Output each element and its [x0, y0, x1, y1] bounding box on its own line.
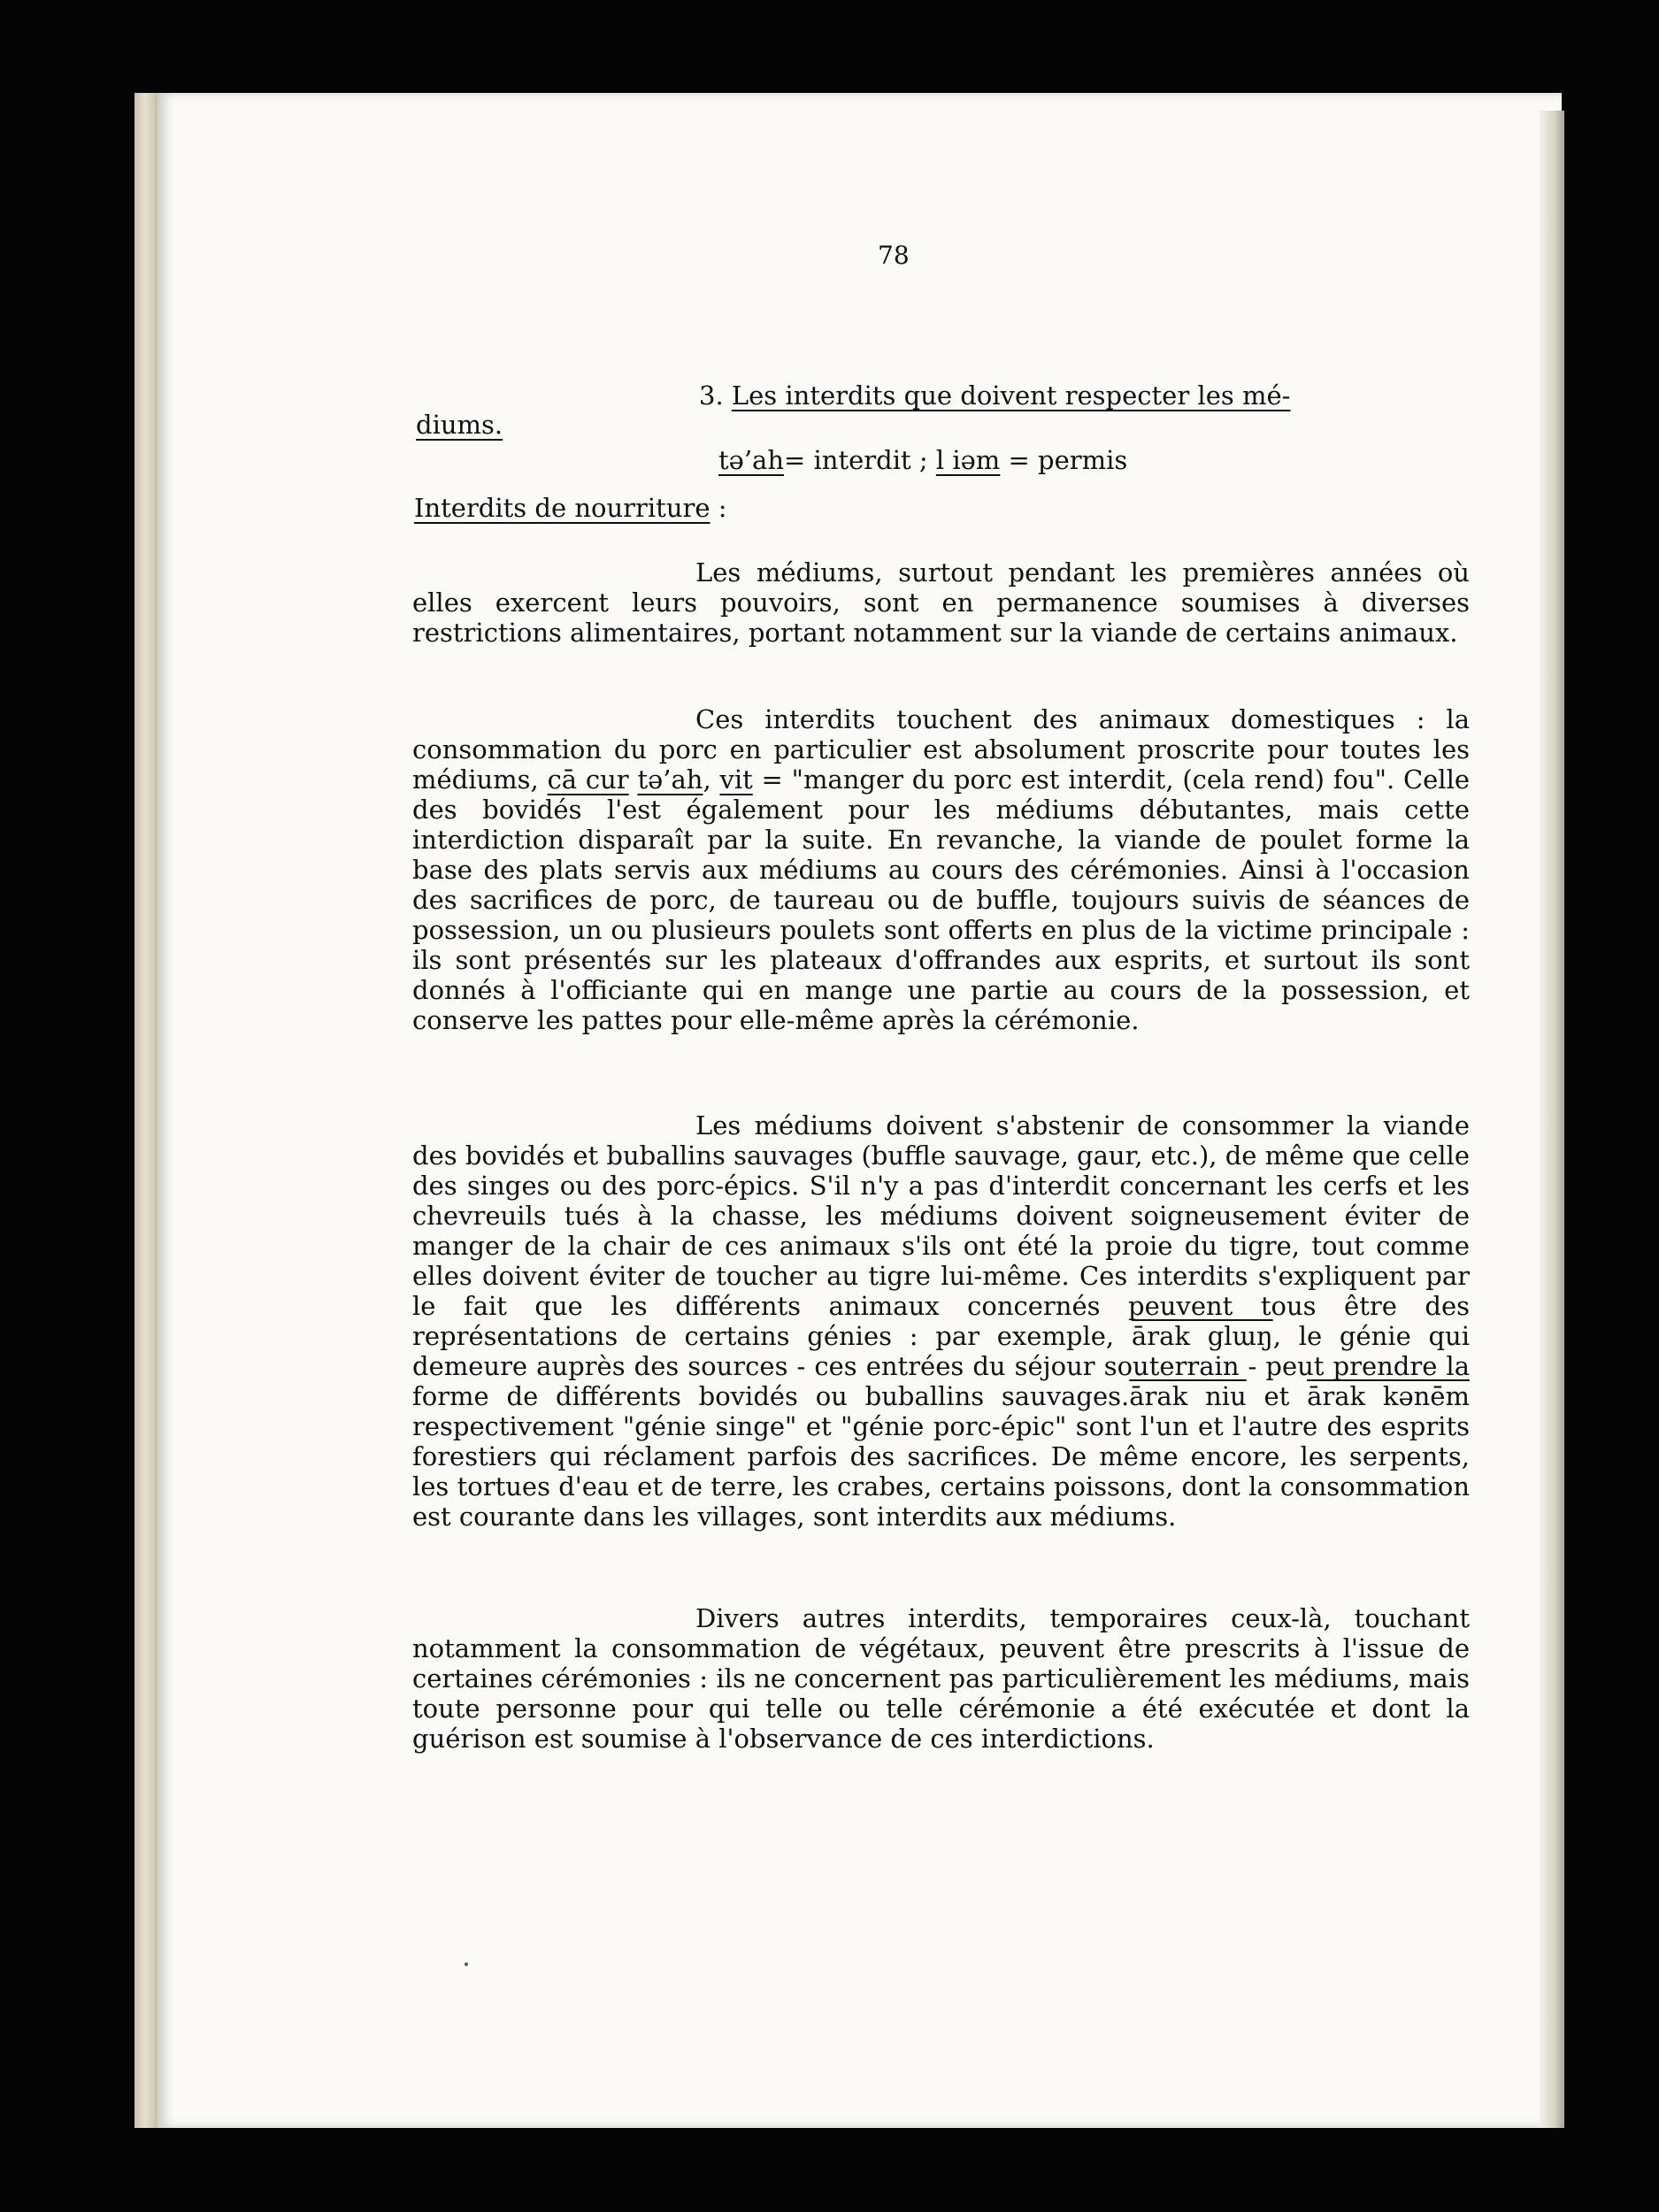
- paragraph-2-text-a: Ces interdits touchent des animaux domestiques : la consommation du porc en particulier est absolument proscrite pour toutes les médiums,: [412, 704, 1470, 795]
- section-heading-line1: [699, 380, 1290, 411]
- term-tah: tə’ah: [637, 764, 703, 795]
- paragraph-4: Divers autres interdits, temporaires ceux-là, touchant notamment la consommation de végétaux, peuvent être prescrits à l'issue de certaines cérémonies : ils ne concernent pas particulièrement les médiums, mais toute personne pour qui telle ou telle cérémonie a été exécutée et dont la guérison est soumise à l'observance de ces interdictions.: [412, 1603, 1470, 1754]
- paragraph-2-text-b: = "manger du porc est interdit, (cela rend) fou". Celle des bovidés l'est également pour les médiums débutantes, mais cette interdiction disparaît par la suite. En revanche, la viande de poulet forme la base des plats servis aux médiums au cours des cérémonies. Ainsi à l'occasion des sacrifices de porc, de taureau ou de buffle, toujours suivis de séances de possession, un ou plusieurs poulets sont offerts en plus de la victime principale : ils sont présentés sur les plateaux d'offrandes aux esprits, et surtout ils sont donnés à l'officiante qui en mange une partie au cours de la possession, et conserve les pattes pour elle-même après la cérémonie.: [412, 764, 1471, 1035]
- term-arak-kenem: ārak kənēm: [1307, 1381, 1470, 1411]
- subheading: [414, 493, 727, 523]
- paragraph-2: Ces interdits touchent des animaux domestiques : la consommation du porc en particulier est absolument proscrite pour toutes les médiums, cā cur tə’ah, vit = "manger du porc est interdit, (cela rend) fou". Celle des bovidés l'est également pour les médiums débutantes, mais cette interdiction disparaît par la suite. En revanche, la viande de poulet forme la base des plats servis aux médiums au cours des cérémonies. Ainsi à l'occasion des sacrifices de porc, de taureau ou de buffle, toujours suivis de séances de possession, un ou plusieurs poulets sont offerts en plus de la victime principale : ils sont présentés sur les plateaux d'offrandes aux esprits, et surtout ils sont donnés à l'officiante qui en mange une partie au cours de la possession, et conserve les pattes pour elle-même après la cérémonie.: [412, 704, 1471, 1035]
- paragraph-3-text-b: , le génie qui demeure auprès des sources - ces entrées du séjour souterrain - peut prendre la forme de différents bovidés ou buballins sauvages.: [412, 1321, 1471, 1411]
- term-vit: vit: [719, 764, 753, 795]
- page-gutter-shadow: [1540, 111, 1564, 2128]
- section-number: 3.: [699, 380, 724, 411]
- section-title-line2: diums.: [416, 410, 503, 440]
- terms-line: [718, 445, 1127, 475]
- paragraph-3: Les médiums doivent s'abstenir de consommer la viande des bovidés et buballins sauvages (buffle sauvage, gaur, etc.), de même que celle des singes ou des porc-épics. S'il n'y a pas d'interdit concernant les cerfs et les chevreuils tués à la chasse, les médiums doivent soigneusement éviter de manger de la chair de ces animaux s'ils ont été la proie du tigre, tout comme elles doivent éviter de toucher au tigre lui-même. Ces interdits s'expliquent par le fait que les différents animaux concernés peuvent tous être des représentations de certains génies : par exemple, ārak glɯŋ, le génie qui demeure auprès des sources - ces entrées du séjour souterrain - peut prendre la forme de différents bovidés ou buballins sauvages.ārak niu et ārak kənēm respectivement "génie singe" et "génie porc-épic" sont l'un et l'autre des esprits forestiers qui réclament parfois des sacrifices. De même encore, les serpents, les tortues d'eau et de terre, les crabes, certains poissons, dont la consommation est courante dans les villages, sont interdits aux médiums.: [412, 1110, 1471, 1532]
- paragraph-1: Les médiums, surtout pendant les premières années où elles exercent leurs pouvoirs, sont en permanence soumises à diverses restrictions alimentaires, portant notamment sur la viande de certains animaux.: [412, 557, 1470, 648]
- permitted-gloss: = permis: [1008, 445, 1128, 475]
- subheading-colon: :: [710, 493, 727, 523]
- section-title-line1: Les interdits que doivent respecter les mé-: [731, 380, 1291, 411]
- page-number: 78: [878, 241, 910, 270]
- forbidden-term: tə’ah: [718, 445, 785, 475]
- paragraph-3-text-a: Les médiums doivent s'abstenir de consommer la viande des bovidés et buballins sauvages (buffle sauvage, gaur, etc.), de même que celle des singes ou des porc-épics. S'il n'y a pas d'interdit concernant les cerfs et les chevreuils tués à la chasse, les médiums doivent soigneusement éviter de manger de la chair de ces animaux s'ils ont été la proie du tigre, tout comme elles doivent éviter de toucher au tigre lui-même. Ces interdits s'expliquent par le fait que les différents animaux concernés peuvent tous être des représentations de certains génies : par exemple,: [412, 1110, 1470, 1351]
- term-arak-glung: ārak glɯŋ: [1131, 1321, 1273, 1351]
- section-heading-line2: [416, 410, 503, 440]
- term-arak-niu: ārak niu: [1129, 1381, 1247, 1411]
- forbidden-gloss: = interdit ;: [784, 445, 928, 475]
- ink-speck: [465, 1962, 468, 1966]
- permitted-term: l iəm: [935, 445, 1001, 475]
- term-ca-cur: cā cur: [547, 764, 629, 795]
- subheading-text: Interdits de nourriture: [414, 493, 710, 523]
- paragraph-3-text-d: respectivement "génie singe" et "génie porc-épic" sont l'un et l'autre des esprits forestiers qui réclament parfois des sacrifices. De même encore, les serpents, les tortues d'eau et de terre, les crabes, certains poissons, dont la consommation est courante dans les villages, sont interdits aux médiums.: [412, 1411, 1470, 1532]
